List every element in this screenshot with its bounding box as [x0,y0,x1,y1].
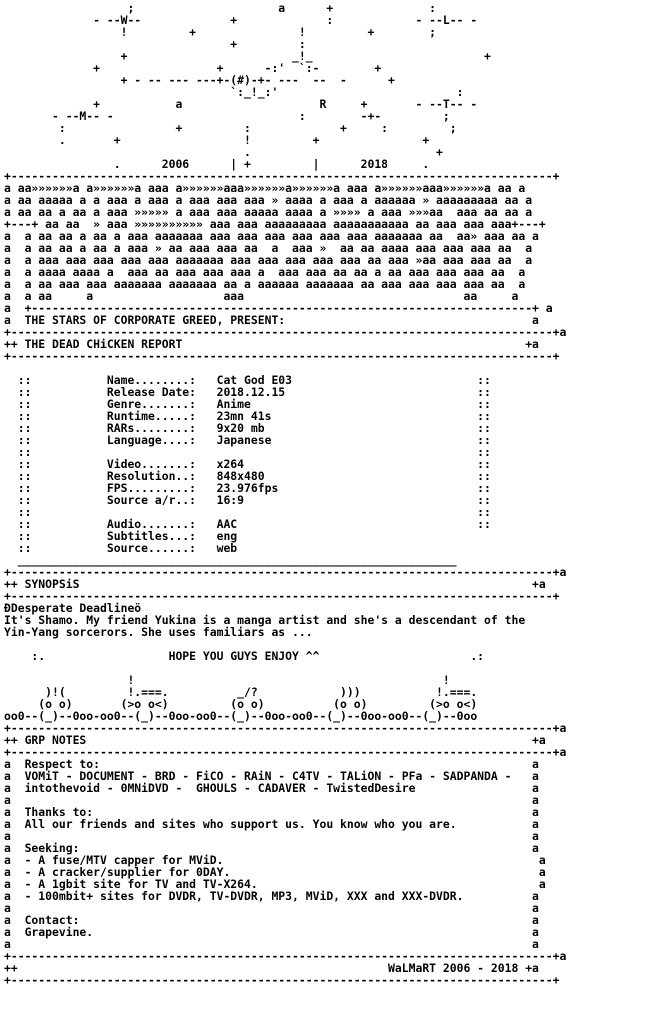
release-info-block: :: Name........: Cat God E03 :: :: Release Date: 2018.12.15 :: :: Genre.......: Anime :: :: Runtime.....: 23mn 41s :: :: RARs........: 9x20 mb :: :: Language....: Japanese :: :: :: :: Video.......: x264 :: :: Resolution..: 848x480 :: :: FPS.........: 23.976fps :: :: Source a/r..: 16:9 :: :: :: :: Audio.......: AAC :: :: Subtitles...: eng :: Source......: web ________________________________________________________________ [17,373,491,567]
release-title: ++ THE DEAD CHiCKEN REPORT +a +-------------------------------------------------------------------------------+ [4,337,560,363]
nfo-document [4,2,644,986]
footer: +-------------------------------------------------------------------------------+a ++ WaLMaRT 2006 - 2018 +a +-------------------------------------------------------------------------------+ [4,949,567,986]
header-starfield-art: ; a + : - --W-- + : - --L-- - ! + ! + ; + : + _!_ + + + -:' `:- + + - -- --- ---+-(#)-+- --- -- - + `:_!_:' : + a R + - --T-- - - --M-- - : -+- ; : + : + : ; . + ! + + . + . 2006 | + | 2018 . [52,2,491,171]
creatures-art: ! ! )!( !.===. _/? ))) !.===. (o o) (>o o<) (o o) (o o) (>o o<) oo0--(_)--0oo-oo0--(_)--0oo-oo0--(_)--0oo-oo0--(_)--0oo-oo0--(_)--0oo [4,673,478,723]
group-logo-art: a aa»»»»»»a a»»»»»»a aaa a»»»»»»aaa»»»»»»a»»»»»»a aaa a»»»»»»aaa»»»»»»a aa a a aa aaaaa a a aaa a aaa a aaa aaa aaa » aaaa a aaa a aaaaaa » aaaaaaaaa aa a a aa aa a aa a aaa »»»»» a aaa aaa aaaaa aaaa a »»»» a aaa »»»aa aaa aa aa a +---+ aa aa » aaa »»»»»»»»»» aaa aaa aaaaaaaaa aaaaaaaaaaa aa aaa aaa aaa+---+ a a aa aa a aa a aaa aaaaaaa aaa aaa aaa aaa aaa aaa aaaaaaa aa aa» aaa aa a a a aa aa a aa a aaa » aa aaa aaa aa a aaa » aa aa aaaa aaa aaa aaa aa a a a aaa aaa aaa aaa aaa aaaaaaa aaa aaa aaa aaa aaa aa aaa »aa aaa aaa aa a a a aaaa aaaa a aaa aa aaa aaa aaa a aaa aaa aa aa a aa aaa aaa aaa aa a a a aa aaa aaa aaaaaaa aaaaaaa aa a aaaaaa aaaaaaa aa aaa aaa aaa aaa aa a a a aa a aaa aa a a +-------------------------------------------------------------------------+ a [4,181,553,315]
group-notes-body: a Respect to: a a VOMiT - DOCUMENT - BRD - FiCO - RAiN - C4TV - TALiON - PFa - SADPANDA - a a intothevoid - 0MNiDVD - GHOULS - CADAVER - TwistedDesire a a a a Thanks to: a a All our friends and sites who support us. You know who you are. a a a a Seeking: a a - A fuse/MTV capper for MViD. a a - A cracker/supplier for 0DAY. a a - A 1gbit site for TV and TV-X264. a a - 100mbit+ sites for DVDR, TV-DVDR, MP3, MViD, XXX and XXX-DVDR. a a a a Contact: a a Grapevine. a a a [4,757,546,951]
top-border: +-------------------------------------------------------------------------------+ [4,169,560,183]
notes-header: +-------------------------------------------------------------------------------+a ++ GRP NOTES +a +-------------------------------------------------------------------------------+a [4,721,567,759]
synopsis-text: ÐDesperate Deadlineö It's Shamo. My friend Yukina is a manga artist and she's a descendant of the Yin-Yang sorcerors. She uses familiars as ... [4,601,526,639]
synopsis-header: +-------------------------------------------------------------------------------+a ++ SYNOPSiS +a +-------------------------------------------------------------------------------+ [4,565,567,603]
intro-line: a THE STARS OF CORPORATE GREED, PRESENT: a +-------------------------------------------------------------------------------+a [4,313,567,339]
enjoy-line: :. HOPE YOU GUYS ENJOY ^^ .: [31,649,485,663]
